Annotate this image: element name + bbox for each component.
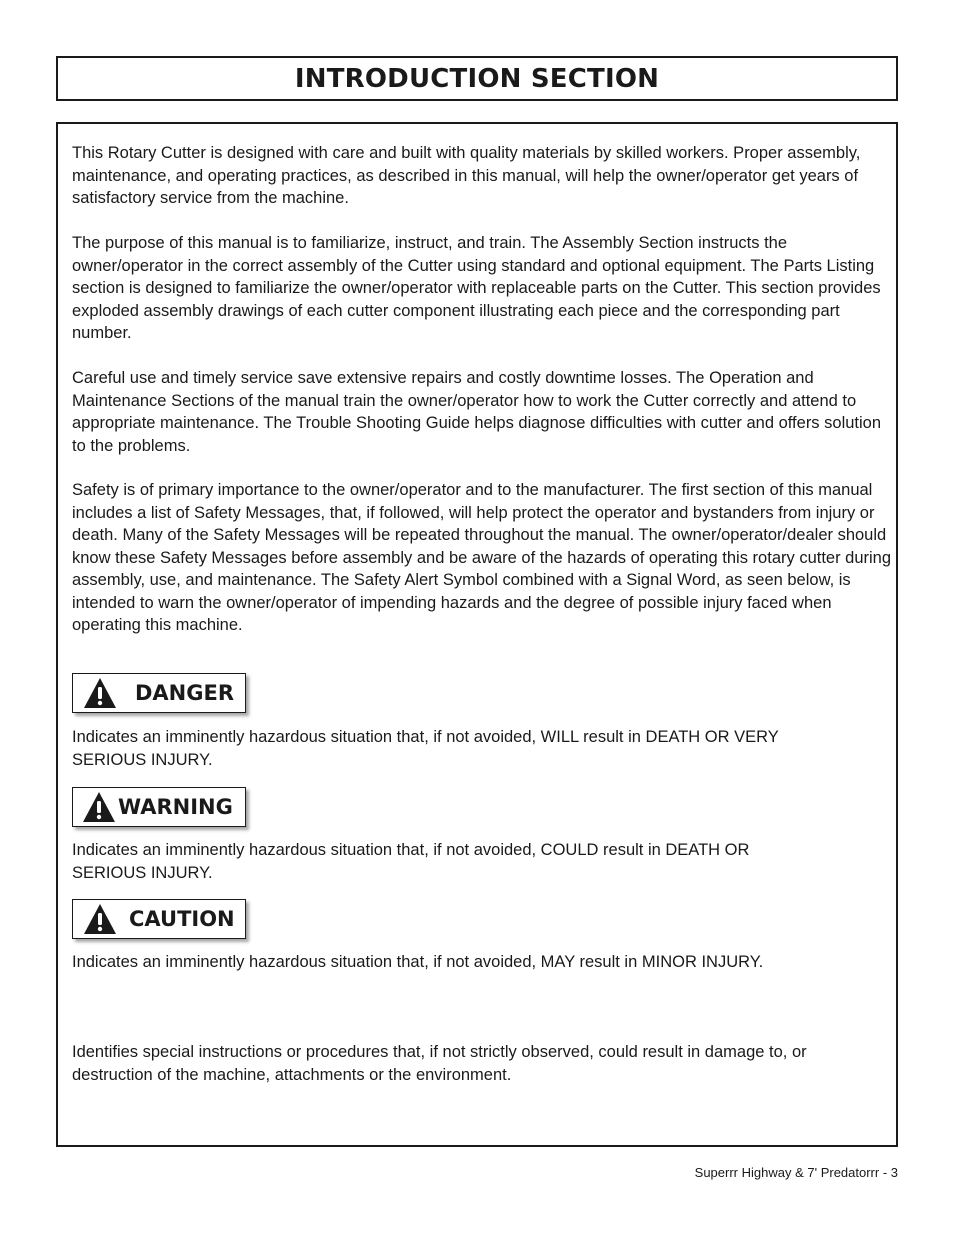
danger-signal-word: DANGER: [135, 681, 235, 705]
warning-description: Indicates an imminently hazardous situation that, if not avoided, COULD result in DEATH OR SERIOUS INJURY.: [72, 841, 750, 882]
warning-triangle-icon: [83, 903, 117, 935]
warning-triangle-icon: [82, 791, 116, 823]
caution-signal-word: CAUTION: [129, 907, 235, 931]
caution-signal-box: [72, 899, 246, 939]
caution-description: Indicates an imminently hazardous situation that, if not avoided, MAY result in MINOR INJURY.: [72, 953, 764, 971]
content-box: [56, 122, 898, 1147]
intro-paragraph-3: Careful use and timely service save extensive repairs and costly downtime losses. The Operation and Maintenance Sections of the manual train the owner/operator how to work the Cutter correctly and attend to appropriate maintenance. The Trouble Shooting Guide helps diagnose difficulties with cutter and offers solution to the problems.: [72, 369, 882, 455]
page-title: INTRODUCTION SECTION: [294, 63, 660, 94]
danger-description: Indicates an imminently hazardous situation that, if not avoided, WILL result in DEATH OR VERY SERIOUS INJURY.: [72, 728, 779, 769]
notice-description: Identifies special instructions or procedures that, if not strictly observed, could result in damage to, or destruction of the machine, attachments or the environment.: [72, 1043, 807, 1084]
intro-paragraph-4: Safety is of primary importance to the owner/operator and to the manufacturer. The first section of this manual includes a list of Safety Messages, that, if followed, will help protect the operator and bystanders from injury or death. Many of the Safety Messages will be repeated throughout the manual. The owner/operator/dealer should know these Safety Messages before assembly and be aware of the hazards of operating this rotary cutter during assembly, use, and maintenance. The Safety Alert Symbol combined with a Signal Word, as seen below, is intended to warn the owner/operator of impending hazards and the degree of possible injury faced when operating this machine.: [72, 481, 892, 634]
section-title-box: [56, 56, 898, 101]
page-footer: Superrr Highway & 7' Predatorrr - 3: [694, 1165, 898, 1180]
warning-signal-word: WARNING: [118, 795, 233, 819]
warning-signal-box: [72, 787, 246, 827]
intro-paragraph-2: The purpose of this manual is to familiarize, instruct, and train. The Assembly Section instructs the owner/operator in the correct assembly of the Cutter using standard and optional equipment. The Parts Listing section is designed to familiarize the owner/operator with replaceable parts on the Cutter. This section provides exploded assembly drawings of each cutter component illustrating each piece and the corresponding part number.: [72, 234, 881, 342]
warning-triangle-icon: [83, 677, 117, 709]
intro-paragraph-1: This Rotary Cutter is designed with care and built with quality materials by skilled workers. Proper assembly, maintenance, and operating practices, as described in this manual, will help the owner/operator get years of satisfactory service from the machine.: [72, 144, 861, 207]
danger-signal-box: [72, 673, 246, 713]
